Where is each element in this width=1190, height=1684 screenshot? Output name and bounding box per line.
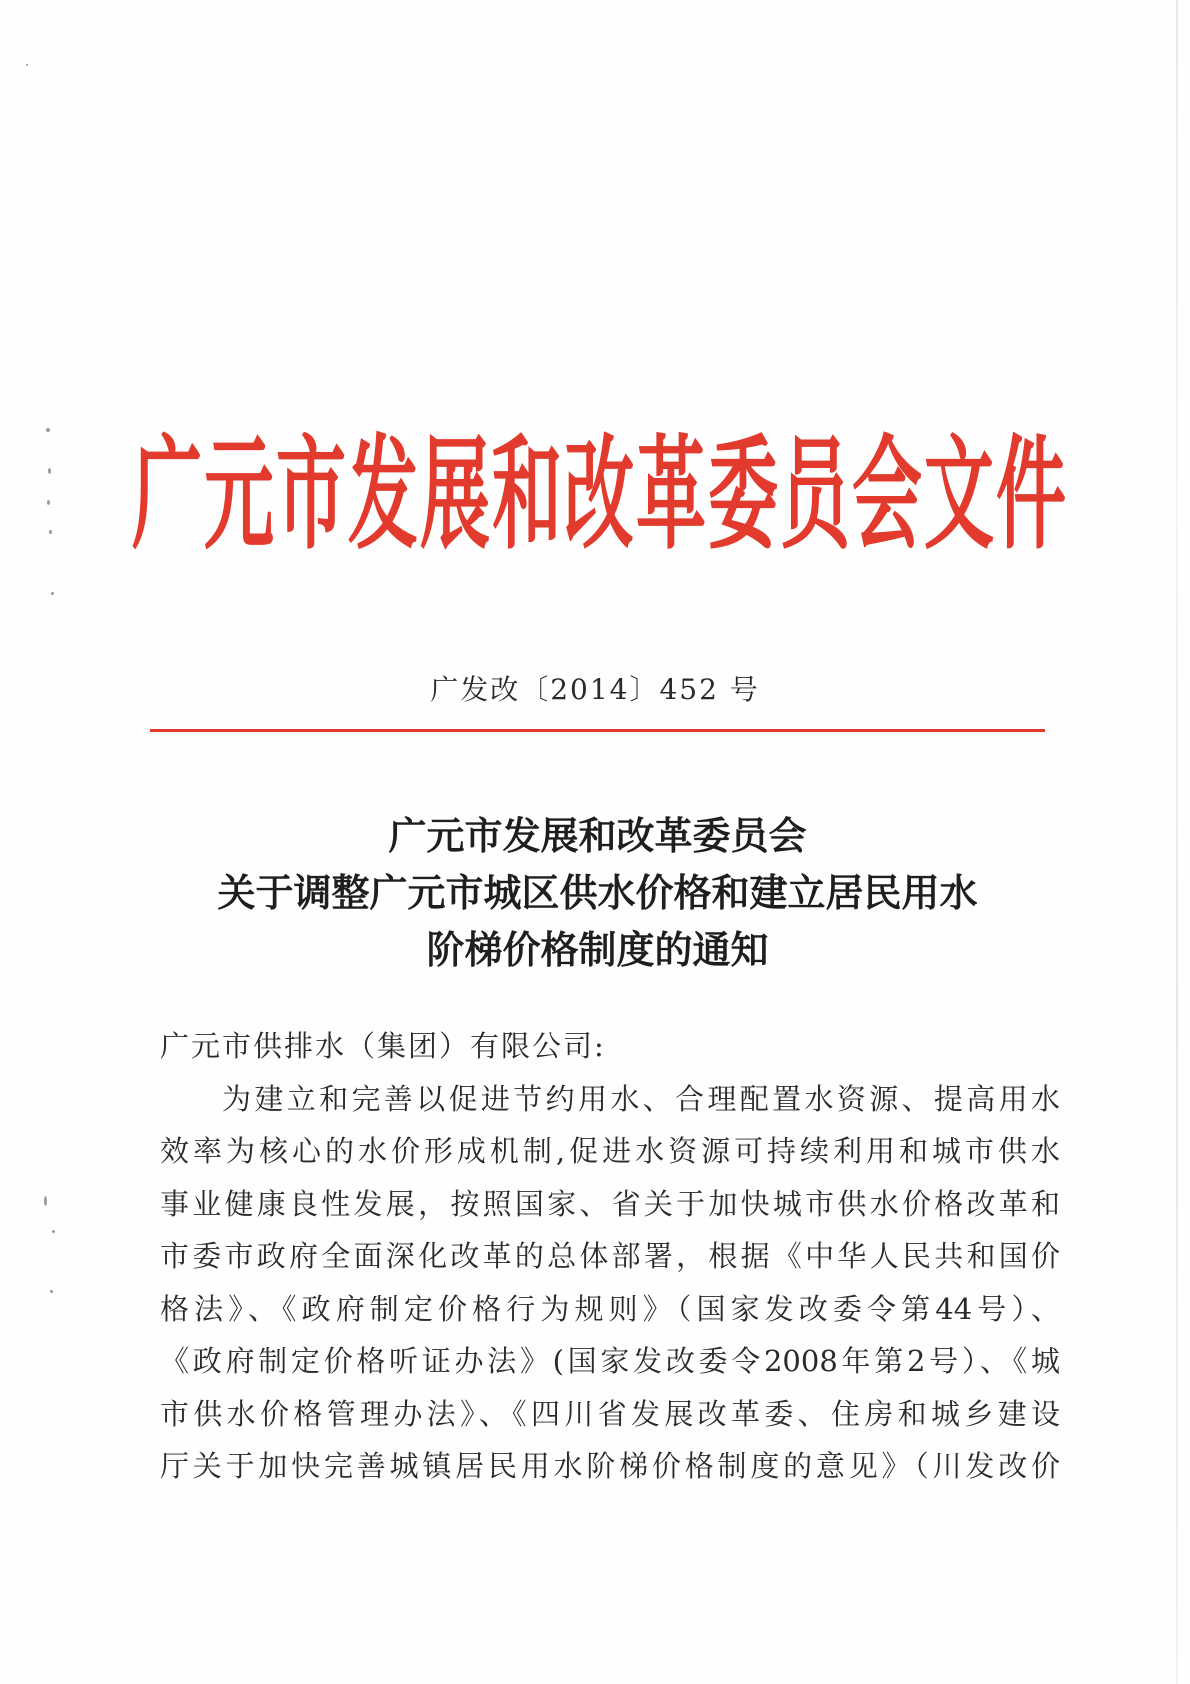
scan-speck (48, 468, 51, 474)
scan-speck (50, 1290, 53, 1293)
masthead-text: 广元市发展和改革委员会文件 (132, 422, 1068, 567)
body-line: 市委市政府全面深化改革的总体部署，根据《中华人民共和国价 (160, 1239, 1060, 1273)
body-line: 格法》、《政府制定价格行为规则》（国家发改委令第44号）、 (160, 1291, 1060, 1326)
body-line: 厅关于加快完善城镇居民用水阶梯价格制度的意见》（川发改价 (160, 1449, 1060, 1483)
document-number: 广发改〔2014〕452 号 (430, 673, 760, 706)
scan-speck (52, 1230, 55, 1233)
body-line: 市供水价格管理办法》、《四川省发展改革委、住房和城乡建设 (160, 1396, 1060, 1431)
scan-speck (46, 428, 50, 432)
notice-body (160, 1020, 1060, 1493)
body-line: 事业健康良性发展，按照国家、省关于加快城市供水价格改革和 (160, 1186, 1060, 1221)
body-line: 《政府制定价格听证办法》(国家发改委令2008年第2号）、《城 (160, 1344, 1060, 1378)
body-line: 效率为核心的水价形成机制,促进水资源可持续利用和城市供水 (160, 1134, 1060, 1168)
scan-edge-right (1176, 0, 1178, 1684)
scan-speck (26, 64, 28, 66)
red-divider-line (150, 729, 1045, 732)
title-line-3: 阶梯价格制度的通知 (426, 928, 769, 972)
notice-title (150, 808, 1045, 979)
scan-speck (49, 530, 52, 534)
scan-speck (44, 1196, 47, 1206)
title-line-1: 广元市发展和改革委员会 (388, 814, 807, 858)
body-line: 为建立和完善以促进节约用水、合理配置水资源、提高用水 (222, 1081, 1060, 1116)
scan-speck (51, 592, 54, 595)
salutation: 广元市供排水（集团）有限公司: (160, 1029, 606, 1063)
title-line-2: 关于调整广元市城区供水价格和建立居民用水 (217, 871, 978, 915)
document-masthead (132, 410, 1068, 567)
scan-speck (47, 500, 50, 505)
